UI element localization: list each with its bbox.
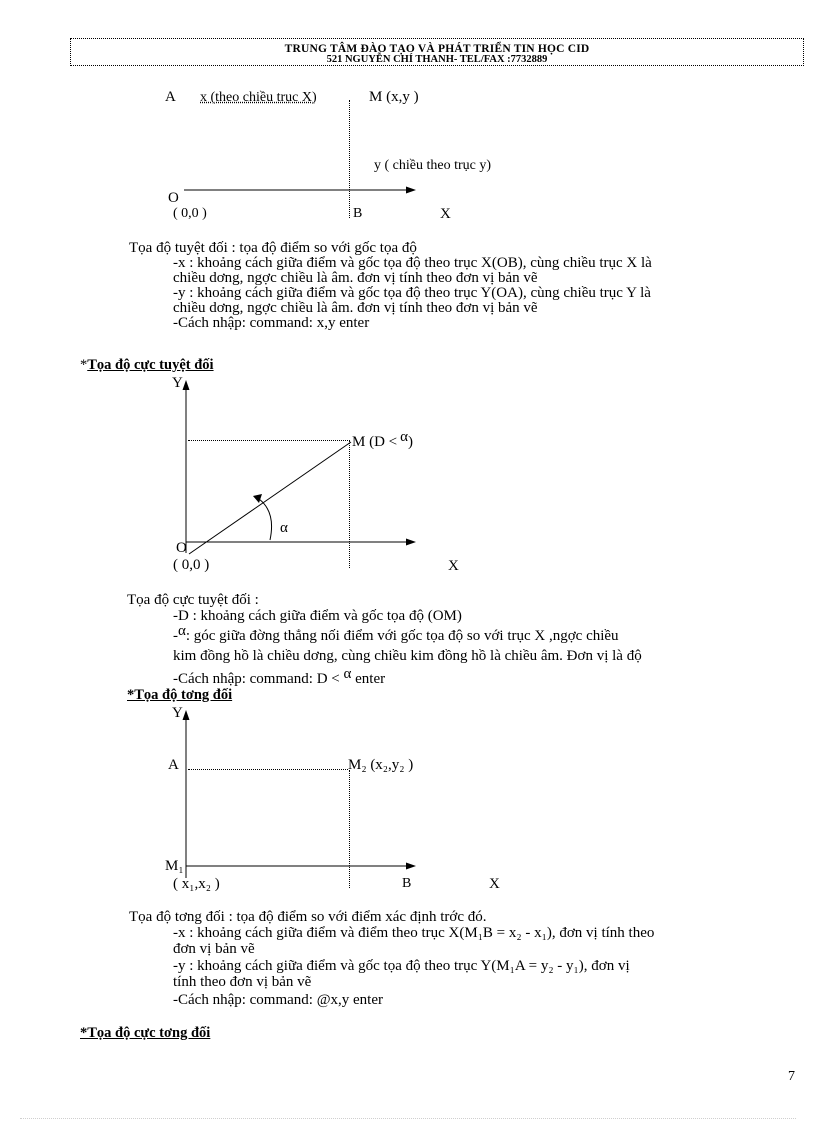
label-origin-coords: ( 0,0 ) (173, 557, 210, 573)
page-number: 7 (788, 1069, 795, 1084)
label-origin-o: O (168, 190, 179, 206)
section3-input: -Cách nhập: command: @x,y enter (173, 992, 383, 1008)
label-a: A (165, 89, 176, 105)
section1-y-line1: -y : khoảng cách giữa điểm và gốc tọa độ theo trục Y(OA), cùng chiều trục Y là (173, 285, 651, 301)
heading-polar-relative: *Tọa độ cực tơng đối (80, 1025, 211, 1041)
heading-star: * (80, 357, 88, 373)
label-a: A (168, 757, 179, 773)
label-x: X (440, 206, 451, 222)
section2-d-line: -D : khoảng cách giữa điểm và gốc tọa độ (OM) (173, 608, 462, 624)
label-x: X (448, 558, 459, 574)
section1-y-line2: chiều dơng, ngợc chiều là âm. đơn vị tính theo đơn vị bản vẽ (173, 300, 538, 316)
label-y-axis: Y (172, 705, 183, 721)
header-address: 521 NGUYỄN CHÍ THANH- TEL/FAX :7732889 (326, 54, 548, 65)
section1-input: -Cách nhập: command: x,y enter (173, 315, 370, 331)
input-prefix: -Cách nhập: command: D < (173, 671, 340, 687)
label-point-m2: M₂ (x₂,y₂ ) (348, 757, 414, 773)
section3-title: Tọa độ tơng đối : tọa độ điểm so với điểm xác định trớc đó. (129, 909, 487, 925)
angle-alpha-label: α (280, 520, 288, 536)
label-origin-coords: ( 0,0 ) (173, 206, 207, 221)
heading-relative: *Tọa độ tơng đối (127, 687, 233, 703)
label-point-m: M (x,y ) (369, 89, 419, 105)
label-origin-o: O (176, 540, 187, 556)
section2-title: Tọa độ cực tuyệt đối : (127, 592, 259, 608)
label-point-m-text: M (D < (352, 434, 398, 450)
heading-polar-absolute-text: Tọa độ cực tuyệt đối (87, 357, 214, 373)
label-y-axis-direction: y ( chiều theo trục y) (374, 158, 492, 173)
label-point-m1: M₁ (165, 858, 184, 874)
section3-x-line1: -x : khoảng cách giữa điểm và điểm theo trục X(M₁B = x₂ - x₁), đơn vị tính theo (173, 925, 655, 941)
label-y-axis: Y (172, 375, 183, 391)
section1-x-line1: -x : khoảng cách giữa điểm và gốc tọa độ theo trục X(OB), cùng chiều trục X là (173, 255, 652, 271)
section3-x-line2: đơn vị bản vẽ (173, 941, 255, 957)
alpha-symbol-inline: α (178, 623, 186, 639)
page-bottom-divider (20, 1118, 796, 1119)
label-m1-coords: ( x₁,x₂ ) (173, 876, 220, 892)
label-b: B (353, 206, 363, 221)
section1-title: Tọa độ tuyệt đối : tọa độ điểm so với gốc tọa độ (129, 240, 417, 256)
section3-y-line1: -y : khoảng cách giữa điểm và gốc tọa độ theo trục Y(M₁A = y₂ - y₁), đơn vị (173, 958, 630, 974)
label-point-m-close: ) (407, 434, 413, 450)
header-center-name: TRUNG TÂM ĐÀO TẠO VÀ PHÁT TRIỂN TIN HỌC CID (284, 43, 590, 55)
section1-x-line2: chiều dơng, ngợc chiều là âm. đơn vị tính theo đơn vị bản vẽ (173, 270, 538, 286)
label-x-axis-direction: x (theo chiều trục X) (200, 90, 317, 105)
alpha-prefix: - (173, 628, 178, 644)
alpha-symbol: α (400, 429, 408, 445)
input-suffix: enter (355, 671, 386, 687)
alpha-line1-text: : góc giữa đờng thẳng nối điểm với gốc tọa độ so với trục X ,ngợc chiều (185, 628, 619, 644)
x-axis-arrowhead (406, 863, 416, 870)
label-x: X (489, 876, 500, 892)
section3-y-line2: tính theo đơn vị bản vẽ (173, 974, 312, 990)
alpha-symbol-input: α (343, 666, 352, 682)
section2-alpha-line2: kim đồng hồ là chiều dơng, cùng chiều kim đồng hồ là chiều âm. Đơn vị là độ (173, 648, 642, 664)
label-b: B (402, 876, 412, 891)
y-axis-arrowhead (183, 710, 190, 720)
